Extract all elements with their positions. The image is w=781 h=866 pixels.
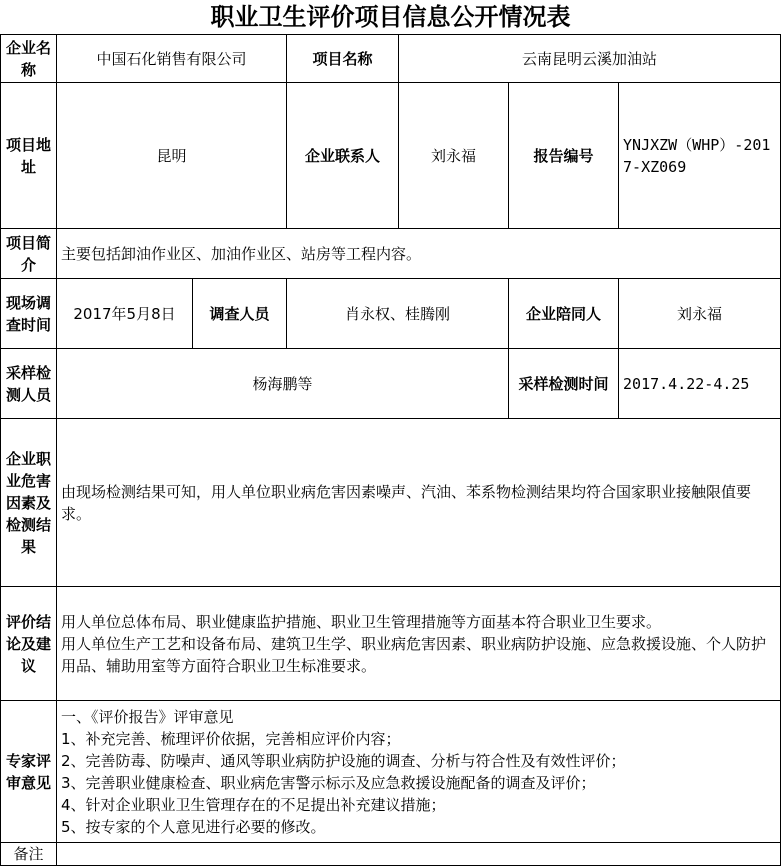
expert-review-text [57, 701, 781, 843]
expert-line: 4、针对企业职业卫生管理存在的不足提出补充建议措施； [61, 795, 446, 814]
row-conclusion [1, 587, 781, 701]
remark-value [57, 843, 781, 866]
expert-line: 1、补充完善、梳理评价依据，完善相应评价内容； [61, 729, 401, 748]
sampling-staff-label: 采样检测人员 [1, 349, 57, 419]
company-escort-label: 企业陪同人 [509, 279, 619, 349]
project-address-label: 项目地址 [1, 83, 57, 229]
sampling-staff-value: 杨海鹏等 [57, 349, 509, 419]
report-number-label: 报告编号 [509, 83, 619, 229]
conclusion-line: 用人单位生产工艺和设备布局、建筑卫生学、职业病危害因素、职业病防护设施、应急救援设施、个人防护用品、辅助用室等方面符合职业卫生标准要求。 [61, 634, 767, 675]
company-name-label: 企业名称 [1, 35, 57, 83]
conclusion-text [57, 587, 781, 701]
project-name-label: 项目名称 [287, 35, 399, 83]
project-address-value: 昆明 [57, 83, 287, 229]
expert-review-label: 专家评审意见 [1, 701, 57, 843]
expert-line: 5、按专家的个人意见进行必要的修改。 [61, 817, 326, 836]
report-number-value: YNJXZW（WHP）-2017-XZ069 [619, 83, 781, 229]
row-survey [1, 279, 781, 349]
conclusion-line: 用人单位总体布局、职业健康监护措施、职业卫生管理措施等方面基本符合职业卫生要求。 [61, 612, 662, 631]
sampling-time-label: 采样检测时间 [509, 349, 619, 419]
project-intro-label: 项目简介 [1, 229, 57, 279]
row-hazard [1, 419, 781, 587]
survey-time-label: 现场调查时间 [1, 279, 57, 349]
company-contact-value: 刘永福 [399, 83, 509, 229]
company-escort-value: 刘永福 [619, 279, 781, 349]
remark-label: 备注 [1, 843, 57, 866]
row-expert [1, 701, 781, 843]
expert-line: 3、完善职业健康检查、职业病危害警示标示及应急救援设施配备的调查及评价； [61, 773, 596, 792]
row-intro [1, 229, 781, 279]
info-table [0, 34, 781, 866]
expert-line: 2、完善防毒、防噪声、通风等职业病防护设施的调查、分析与符合性及有效性评价； [61, 751, 626, 770]
company-contact-label: 企业联系人 [287, 83, 399, 229]
conclusion-label: 评价结论及建议 [1, 587, 57, 701]
project-name-value: 云南昆明云溪加油站 [399, 35, 781, 83]
page-title: 职业卫生评价项目信息公开情况表 [0, 0, 781, 35]
project-intro-value: 主要包括卸油作业区、加油作业区、站房等工程内容。 [57, 229, 781, 279]
row-remark [1, 843, 781, 866]
sampling-time-value: 2017.4.22-4.25 [619, 349, 781, 419]
row-address [1, 83, 781, 229]
hazard-result-value: 由现场检测结果可知，用人单位职业病危害因素噪声、汽油、苯系物检测结果均符合国家职业接触限值要求。 [57, 419, 781, 587]
row-company [1, 35, 781, 83]
survey-staff-value: 肖永权、桂腾刚 [287, 279, 509, 349]
hazard-result-label: 企业职业危害因素及检测结果 [1, 419, 57, 587]
expert-line: 一、《评价报告》评审意见 [61, 707, 234, 726]
row-sampling [1, 349, 781, 419]
survey-date-value: 2017年5月8日 [57, 279, 193, 349]
company-name-value: 中国石化销售有限公司 [57, 35, 287, 83]
survey-staff-label: 调查人员 [193, 279, 287, 349]
